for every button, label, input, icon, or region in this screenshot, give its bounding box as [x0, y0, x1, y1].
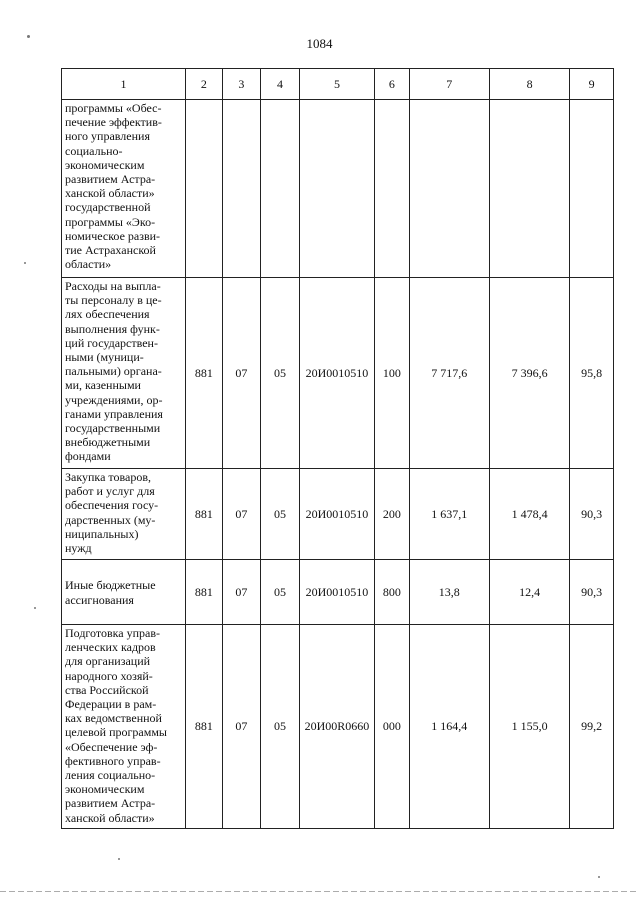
column-header: 6: [375, 69, 410, 100]
execution-percent-cell: 90,3: [570, 469, 614, 560]
column-header: 2: [186, 69, 223, 100]
section-cell: 07: [222, 560, 261, 625]
planned-amount-cell: [409, 100, 489, 278]
column-header: 9: [570, 69, 614, 100]
admin-code-cell: 881: [186, 625, 223, 829]
execution-percent-cell: 99,2: [570, 625, 614, 829]
table-row: [62, 560, 614, 625]
scan-speck: [118, 858, 120, 860]
subsection-cell: 05: [261, 469, 300, 560]
executed-amount-cell: [489, 100, 569, 278]
budget-table: [61, 68, 614, 829]
expense-type-cell: 800: [375, 560, 410, 625]
scan-speck: [34, 607, 36, 609]
table-header-row: [62, 69, 614, 100]
row-name-cell: Иные бюджетные ассигнования: [62, 560, 186, 625]
section-cell: 07: [222, 469, 261, 560]
expense-type-cell: 000: [375, 625, 410, 829]
column-header: 5: [299, 69, 374, 100]
column-header: 3: [222, 69, 261, 100]
scan-speck: [24, 262, 26, 264]
subsection-cell: [261, 100, 300, 278]
executed-amount-cell: 1 478,4: [489, 469, 569, 560]
execution-percent-cell: 90,3: [570, 560, 614, 625]
admin-code-cell: [186, 100, 223, 278]
target-article-cell: [299, 100, 374, 278]
planned-amount-cell: 7 717,6: [409, 278, 489, 469]
expense-type-cell: 100: [375, 278, 410, 469]
row-name-cell: Подготовка управ- ленческих кадров для организаций народного хозяй- ства Российской Федерации в рам- ках ведомственной целевой программы «Обеспечение эф- фективного управ- ления социально- экономическим развитием Астра- ханской области»: [62, 625, 186, 829]
page-number: 1084: [306, 36, 333, 51]
row-name-cell: Расходы на выпла- ты персоналу в це- лях обеспечения выполнения функ- ций государствен- ными (муници- пальными) органа- ми, казенными учреждениями, ор- ганами управления государственными внебюджетными фондами: [62, 278, 186, 469]
admin-code-cell: 881: [186, 560, 223, 625]
section-cell: 07: [222, 278, 261, 469]
planned-amount-cell: 1 637,1: [409, 469, 489, 560]
execution-percent-cell: 95,8: [570, 278, 614, 469]
target-article-cell: 20И00R0660: [299, 625, 374, 829]
section-cell: [222, 100, 261, 278]
section-cell: 07: [222, 625, 261, 829]
planned-amount-cell: 13,8: [409, 560, 489, 625]
column-header: 1: [62, 69, 186, 100]
executed-amount-cell: 7 396,6: [489, 278, 569, 469]
executed-amount-cell: 1 155,0: [489, 625, 569, 829]
admin-code-cell: 881: [186, 469, 223, 560]
scan-speck: [27, 35, 30, 38]
table-row: [62, 100, 614, 278]
row-name-cell: программы «Обес- печение эффектив- ного управления социально- экономическим развитием Астра- ханской области» государственной программы «Эко- номическое разви- тие Астраханской области»: [62, 100, 186, 278]
execution-percent-cell: [570, 100, 614, 278]
table-row: [62, 625, 614, 829]
target-article-cell: 20И0010510: [299, 469, 374, 560]
scan-speck: [598, 876, 600, 878]
target-article-cell: 20И0010510: [299, 278, 374, 469]
planned-amount-cell: 1 164,4: [409, 625, 489, 829]
column-header: 8: [489, 69, 569, 100]
table-row: [62, 278, 614, 469]
executed-amount-cell: 12,4: [489, 560, 569, 625]
table-row: [62, 469, 614, 560]
subsection-cell: 05: [261, 278, 300, 469]
column-header: 4: [261, 69, 300, 100]
subsection-cell: 05: [261, 625, 300, 829]
scan-edge-line: [0, 891, 639, 892]
admin-code-cell: 881: [186, 278, 223, 469]
subsection-cell: 05: [261, 560, 300, 625]
expense-type-cell: 200: [375, 469, 410, 560]
target-article-cell: 20И0010510: [299, 560, 374, 625]
column-header: 7: [409, 69, 489, 100]
expense-type-cell: [375, 100, 410, 278]
row-name-cell: Закупка товаров, работ и услуг для обеспечения госу- дарственных (му- ниципальных) нужд: [62, 469, 186, 560]
